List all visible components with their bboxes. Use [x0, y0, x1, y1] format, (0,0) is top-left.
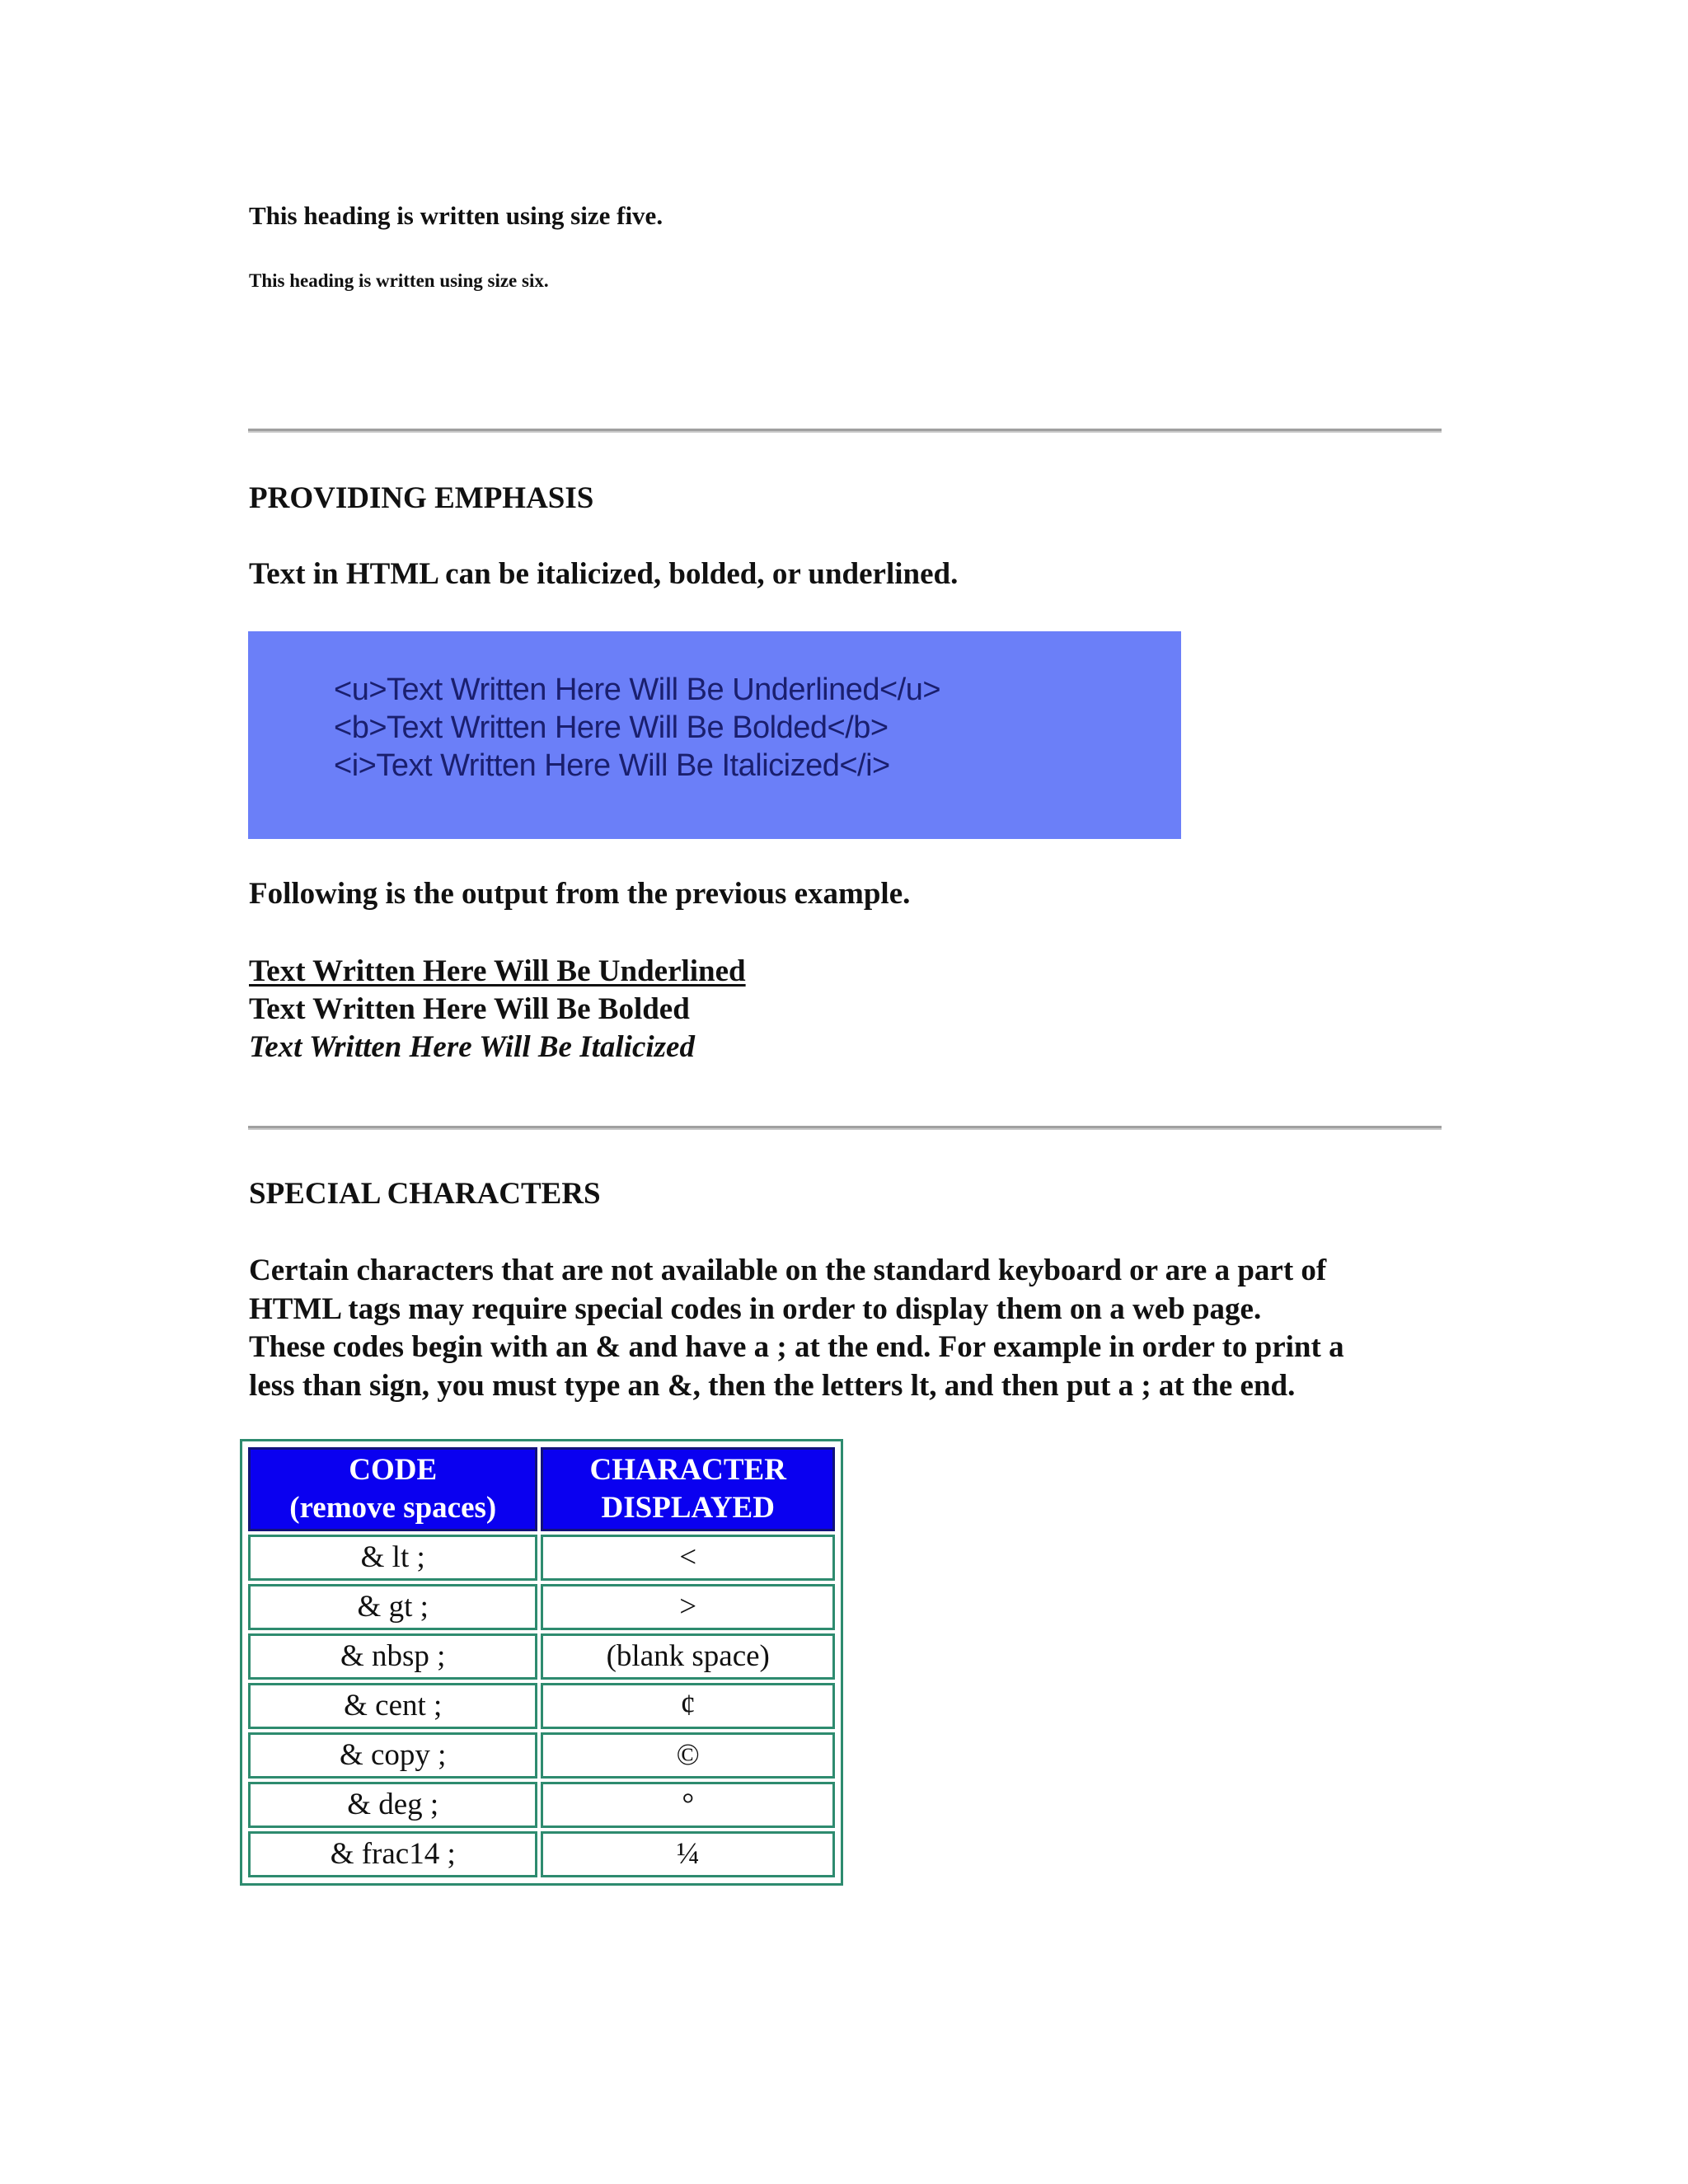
code-cell: & deg ;: [248, 1782, 537, 1828]
section-title-special: SPECIAL CHARACTERS: [249, 1177, 601, 1211]
code-cell: & nbsp ;: [248, 1633, 537, 1680]
code-cell: & copy ;: [248, 1732, 537, 1779]
special-characters-paragraph: [249, 1252, 1344, 1405]
paragraph-line: Certain characters that are not available on the standard keyboard or are a part of: [249, 1254, 1327, 1287]
code-line-underline: <u>Text Written Here Will Be Underlined</u>: [334, 673, 941, 707]
header-code-line2: (remove spaces): [289, 1491, 497, 1525]
table-row: [248, 1782, 835, 1828]
output-intro: Following is the output from the previous example.: [249, 877, 911, 911]
paragraph-line: These codes begin with an & and have a ; at the end. For example in order to print a: [249, 1330, 1344, 1364]
table-row: [248, 1584, 835, 1630]
header-character-line1: CHARACTER: [589, 1453, 786, 1487]
paragraph-line: less than sign, you must type an &, then the letters lt, and then put a ; at the end.: [249, 1368, 1296, 1403]
table-row: [248, 1633, 835, 1680]
heading-size-five: This heading is written using size five.: [249, 201, 663, 230]
header-code: [248, 1447, 537, 1531]
horizontal-rule: [248, 1126, 1442, 1130]
character-cell: <: [541, 1535, 835, 1581]
header-character: [541, 1447, 835, 1531]
table-row: [248, 1535, 835, 1581]
character-cell: ¢: [541, 1683, 835, 1729]
character-cell: °: [541, 1782, 835, 1828]
character-cell: >: [541, 1584, 835, 1630]
code-example-box: [248, 631, 1181, 839]
code-line-italic: <i>Text Written Here Will Be Italicized</i>: [334, 748, 890, 783]
heading-size-six: This heading is written using size six.: [249, 270, 549, 291]
header-code-line1: CODE: [349, 1453, 438, 1487]
table-row: [248, 1831, 835, 1877]
code-cell: & gt ;: [248, 1584, 537, 1630]
code-line-bold: <b>Text Written Here Will Be Bolded</b>: [334, 710, 889, 745]
table-row: [248, 1683, 835, 1729]
code-example-lines: [334, 671, 940, 785]
output-bolded: Text Written Here Will Be Bolded: [249, 992, 690, 1026]
output-italicized: Text Written Here Will Be Italicized: [249, 1030, 695, 1064]
header-character-line2: DISPLAYED: [601, 1491, 775, 1525]
special-characters-table: [240, 1439, 843, 1886]
character-cell: ©: [541, 1732, 835, 1779]
section-title-emphasis: PROVIDING EMPHASIS: [249, 481, 594, 515]
table-header-row: [248, 1447, 835, 1531]
character-cell: (blank space): [541, 1633, 835, 1680]
codes-table: [245, 1444, 838, 1881]
character-cell: ¼: [541, 1831, 835, 1877]
code-cell: & frac14 ;: [248, 1831, 537, 1877]
emphasis-output: [249, 953, 746, 1066]
code-cell: & lt ;: [248, 1535, 537, 1581]
output-underlined: Text Written Here Will Be Underlined: [249, 954, 746, 988]
code-cell: & cent ;: [248, 1683, 537, 1729]
table-row: [248, 1732, 835, 1779]
paragraph-line: HTML tags may require special codes in order to display them on a web page.: [249, 1291, 1262, 1326]
horizontal-rule: [248, 429, 1442, 433]
emphasis-intro: Text in HTML can be italicized, bolded, or underlined.: [249, 557, 959, 591]
